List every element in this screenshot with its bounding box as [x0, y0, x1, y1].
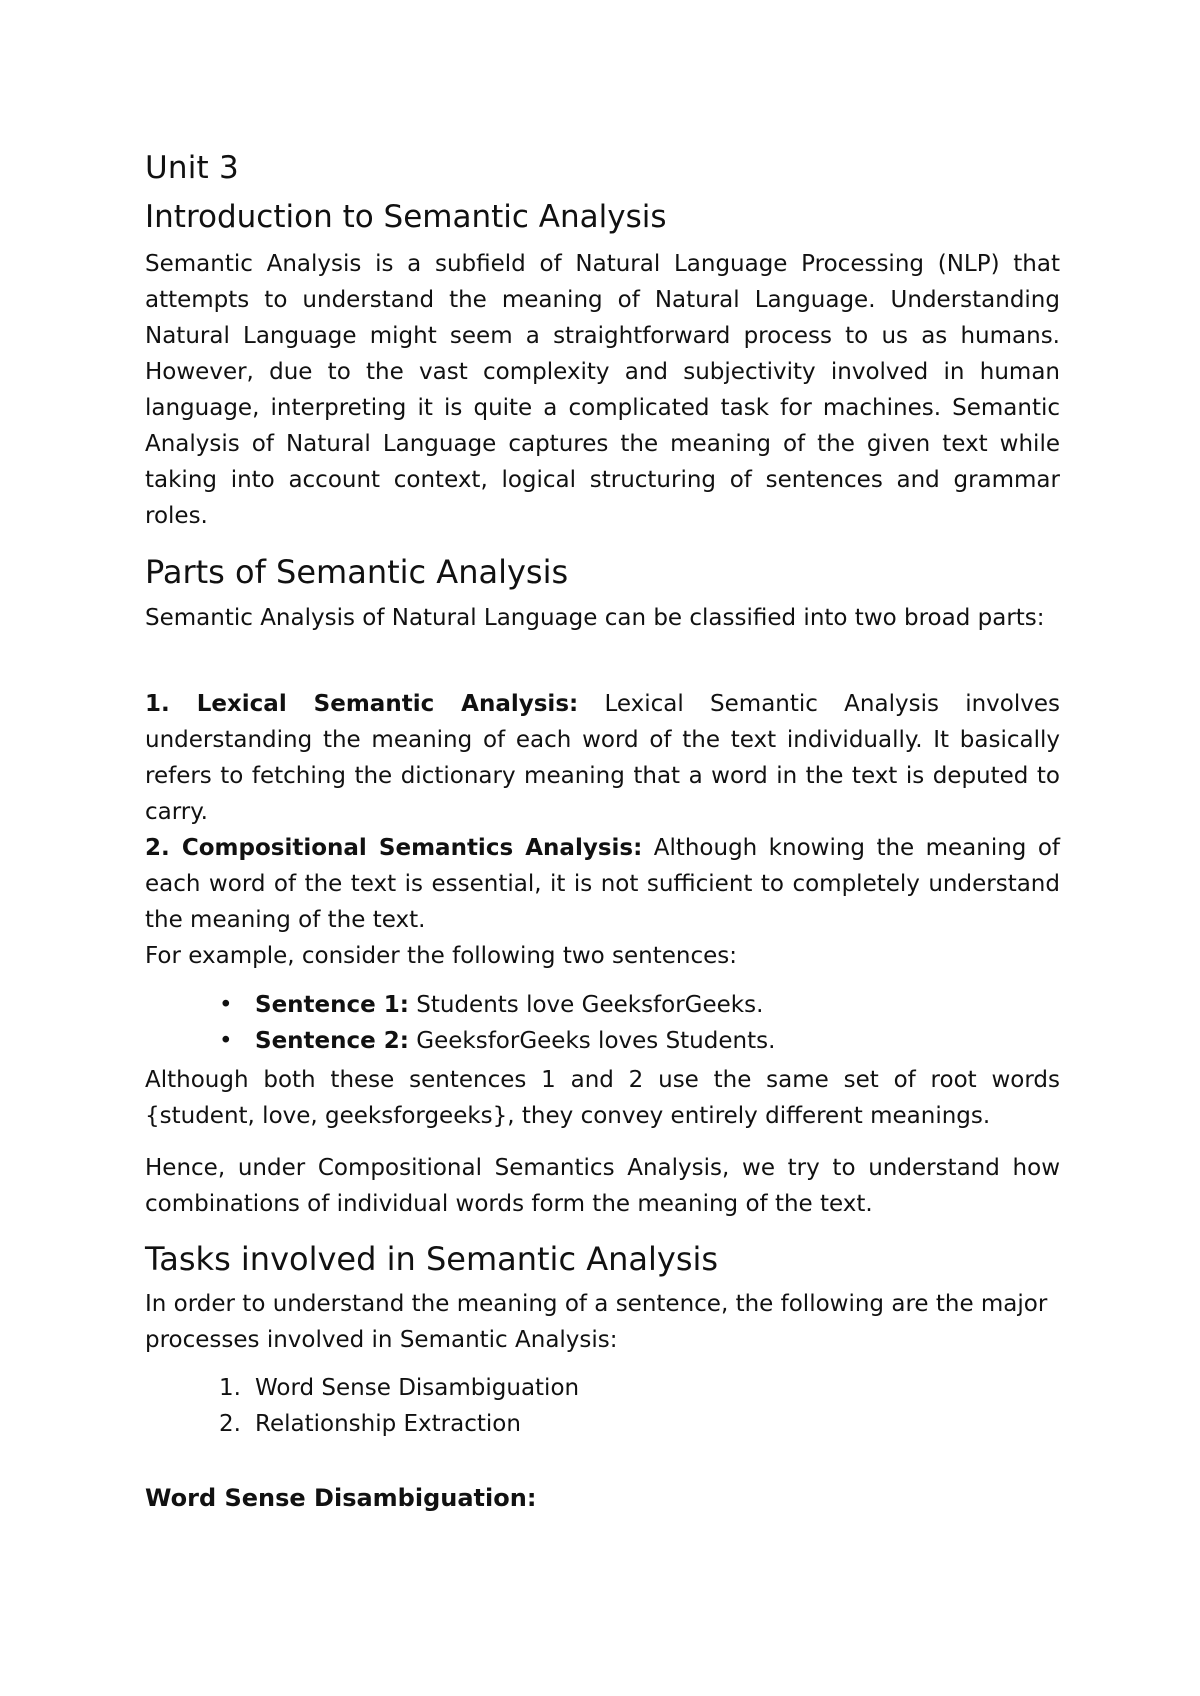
compositional-text: Although knowing the meaning of each word of the text is essential, it is not sufficient to completely understand the meaning of the text.: [145, 835, 1060, 933]
compositional-label: 2. Compositional Semantics Analysis:: [145, 835, 643, 861]
task-text: Word Sense Disambiguation: [255, 1375, 580, 1401]
bullet-icon: •: [219, 992, 233, 1018]
word-sense-disambiguation-heading: Word Sense Disambiguation:: [145, 1484, 537, 1512]
sentence-label: Sentence 2:: [255, 1028, 409, 1054]
list-item: [145, 1370, 579, 1406]
list-number: 1.: [219, 1375, 241, 1401]
sentence-text: Students love GeeksforGeeks.: [408, 992, 764, 1018]
parts-intro-paragraph: Semantic Analysis of Natural Language can be classified into two broad parts:: [145, 605, 1045, 631]
tasks-heading: Tasks involved in Semantic Analysis: [145, 1240, 719, 1278]
sentence-text: GeeksforGeeks loves Students.: [408, 1028, 776, 1054]
intro-heading: Introduction to Semantic Analysis: [145, 199, 667, 235]
intro-paragraph: Semantic Analysis is a subfield of Natural Language Processing (NLP) that attempts to understand the meaning of Natural Language. Understanding Natural Language might seem a straightforward process to us as humans. However, due to the vast complexity and subjectivity involved in human language, interpreting it is quite a complicated task for machines. Semantic Analysis of Natural Language captures the meaning of the given text while taking into account context, logical structuring of sentences and grammar roles.: [145, 251, 1060, 529]
lexical-text: Lexical Semantic Analysis involves understanding the meaning of each word of the text individually. It basically refers to fetching the dictionary meaning that a word in the text is deputed to carry.: [145, 691, 1060, 825]
list-item: [145, 1406, 579, 1442]
although-paragraph: Although both these sentences 1 and 2 use the same set of root words {student, love, geeksforgeeks}, they convey entirely different meanings.: [145, 1067, 1060, 1129]
task-text: Relationship Extraction: [255, 1411, 521, 1437]
tasks-list: [145, 1370, 579, 1442]
sentence-label: Sentence 1:: [255, 992, 409, 1018]
list-item: [145, 1023, 775, 1059]
bullet-icon: •: [219, 1028, 233, 1054]
example-intro-paragraph: For example, consider the following two sentences:: [145, 943, 738, 969]
tasks-intro-paragraph: In order to understand the meaning of a sentence, the following are the major processes involved in Semantic Analysis:: [145, 1291, 1048, 1353]
list-number: 2.: [219, 1411, 241, 1437]
lexical-semantic-paragraph: [145, 686, 1060, 830]
lexical-label: 1. Lexical Semantic Analysis:: [145, 691, 579, 717]
compositional-semantics-paragraph: [145, 830, 1060, 938]
sentence-list: [145, 987, 775, 1059]
hence-paragraph: Hence, under Compositional Semantics Analysis, we try to understand how combinations of individual words form the meaning of the text.: [145, 1155, 1060, 1217]
unit-title: Unit 3: [145, 150, 239, 186]
parts-heading: Parts of Semantic Analysis: [145, 553, 569, 591]
list-item: [145, 987, 775, 1023]
